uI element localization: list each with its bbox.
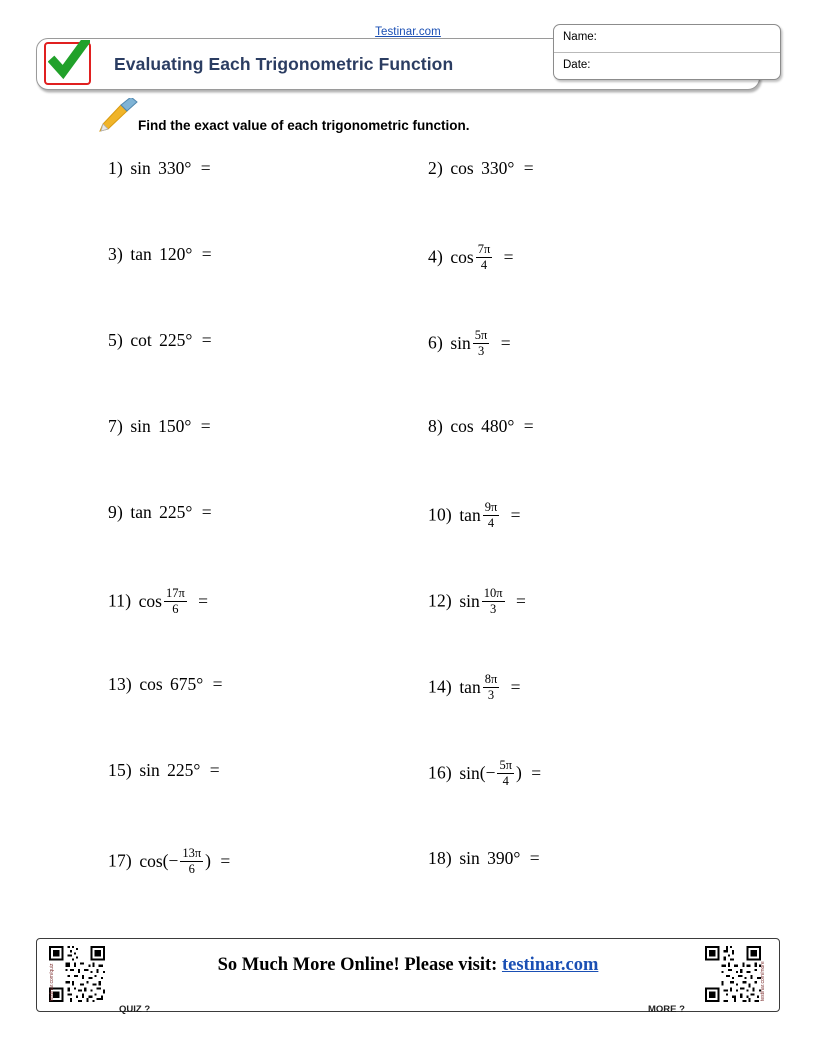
equals-sign: = — [193, 590, 209, 611]
equals-sign: = — [511, 590, 526, 611]
angle-value: 225° — [162, 760, 201, 780]
angle-value: 390° — [482, 848, 521, 868]
date-row[interactable] — [554, 53, 780, 81]
problem-item — [428, 330, 511, 359]
problem-number: 9) — [108, 502, 123, 522]
fraction-numerator: 17π — [164, 587, 187, 602]
problem-number: 3) — [108, 244, 123, 264]
equals-sign: = — [208, 674, 223, 694]
problem-number: 15) — [108, 760, 132, 780]
check-mark-icon — [48, 40, 90, 82]
problem-item — [108, 674, 223, 695]
problem-item — [108, 588, 208, 617]
equals-sign: = — [519, 158, 534, 178]
problem-number: 13) — [108, 674, 132, 694]
problem-number: 12) — [428, 590, 452, 611]
trig-function-name: sin — [454, 762, 480, 783]
paren-close: ) — [516, 762, 522, 783]
angle-value: 225° — [154, 330, 193, 350]
problem-number: 1) — [108, 158, 123, 178]
problem-item — [428, 848, 540, 869]
trig-function-name: cos — [445, 416, 474, 436]
qr-code-quiz-icon[interactable] — [47, 944, 107, 1004]
problem-item — [428, 502, 521, 531]
angle-fraction — [483, 501, 500, 530]
problem-number: 2) — [428, 158, 443, 178]
equals-sign: = — [197, 244, 212, 264]
problem-item — [108, 848, 230, 877]
equals-sign: = — [205, 760, 220, 780]
paren-open: (− — [479, 762, 496, 783]
more-label: MORE ? — [648, 1004, 685, 1015]
equals-sign: = — [197, 330, 212, 350]
problem-number: 6) — [428, 332, 443, 353]
problem-item — [108, 502, 212, 523]
footer-url[interactable]: testinar.com — [501, 955, 599, 975]
angle-value: 330° — [476, 158, 515, 178]
problem-item — [428, 674, 521, 703]
footer-message: So Much More Online! Please visit: — [217, 955, 498, 975]
trig-function-name: cos — [445, 246, 474, 267]
qr-code-more-icon[interactable] — [703, 944, 763, 1004]
trig-function-name: tan — [125, 502, 152, 522]
fraction-numerator: 7π — [476, 243, 493, 258]
trig-function-name: tan — [125, 244, 152, 264]
site-link[interactable]: Testinar.com — [375, 26, 441, 38]
problem-number: 11) — [108, 590, 132, 611]
fraction-numerator: 5π — [497, 759, 514, 774]
qr-left-side-text: testinar.com/quiz — [49, 963, 55, 1001]
trig-function-name: cos — [134, 590, 162, 611]
angle-fraction — [482, 587, 505, 616]
equals-sign: = — [196, 416, 211, 436]
date-label: Date: — [563, 59, 591, 71]
problem-number: 4) — [428, 246, 443, 267]
page-title: Evaluating Each Trigonometric Function — [114, 54, 454, 74]
problem-number: 14) — [428, 676, 452, 697]
problem-item — [108, 416, 211, 437]
problem-number: 16) — [428, 762, 452, 783]
angle-value: 120° — [154, 244, 193, 264]
problem-item — [428, 158, 534, 179]
trig-function-name: sin — [445, 332, 471, 353]
fraction-denominator: 3 — [487, 688, 495, 703]
qr-right-side-text: testinar.com/more — [760, 961, 766, 1001]
problem-item — [428, 416, 534, 437]
name-date-box — [553, 24, 781, 80]
angle-fraction — [483, 673, 500, 702]
trig-function-name: cot — [125, 330, 152, 350]
fraction-denominator: 3 — [490, 602, 497, 617]
angle-value: 150° — [153, 416, 192, 436]
problem-number: 7) — [108, 416, 123, 436]
problem-item — [108, 158, 211, 179]
instruction-text: Find the exact value of each trigonometric function. — [138, 118, 470, 133]
paren-close: ) — [205, 850, 211, 871]
problem-number: 5) — [108, 330, 123, 350]
problem-number: 17) — [108, 850, 132, 871]
equals-sign: = — [506, 676, 521, 697]
fraction-denominator: 6 — [188, 862, 195, 877]
red-checkbox-icon — [44, 42, 91, 85]
footer-message-line — [0, 955, 816, 976]
trig-function-name: tan — [454, 504, 481, 525]
equals-sign: = — [499, 246, 514, 267]
pencil-icon — [97, 98, 141, 132]
name-label: Name: — [563, 31, 597, 43]
problem-number: 10) — [428, 504, 452, 525]
problem-item — [108, 330, 212, 351]
equals-sign: = — [196, 158, 211, 178]
angle-fraction — [180, 847, 203, 876]
problem-item — [428, 244, 514, 273]
problem-item — [108, 244, 212, 265]
equals-sign: = — [525, 848, 540, 868]
angle-fraction — [476, 243, 493, 272]
trig-function-name: cos — [134, 850, 163, 871]
fraction-numerator: 9π — [483, 501, 500, 516]
angle-fraction — [473, 329, 490, 358]
angle-value: 480° — [476, 416, 515, 436]
problem-number: 8) — [428, 416, 443, 436]
name-row[interactable] — [554, 25, 780, 53]
fraction-denominator: 4 — [480, 258, 488, 273]
trig-function-name: cos — [445, 158, 474, 178]
trig-function-name: sin — [125, 158, 151, 178]
angle-value: 225° — [154, 502, 193, 522]
problem-item — [108, 760, 220, 781]
equals-sign: = — [519, 416, 534, 436]
paren-open: (− — [162, 850, 179, 871]
fraction-denominator: 4 — [487, 516, 495, 531]
fraction-numerator: 5π — [473, 329, 490, 344]
equals-sign: = — [197, 502, 212, 522]
trig-function-name: sin — [134, 760, 160, 780]
problem-item — [428, 588, 526, 617]
angle-value: 330° — [153, 158, 192, 178]
quiz-label: QUIZ ? — [119, 1004, 151, 1015]
trig-function-name: tan — [454, 676, 481, 697]
fraction-denominator: 6 — [172, 602, 179, 617]
fraction-numerator: 13π — [180, 847, 203, 862]
equals-sign: = — [496, 332, 511, 353]
angle-fraction — [497, 759, 514, 788]
fraction-numerator: 8π — [483, 673, 500, 688]
problem-item — [428, 760, 541, 789]
problem-number: 18) — [428, 848, 452, 868]
trig-function-name: sin — [454, 590, 480, 611]
trig-function-name: sin — [454, 848, 480, 868]
fraction-denominator: 4 — [502, 774, 509, 789]
trig-function-name: sin — [125, 416, 151, 436]
fraction-denominator: 3 — [477, 344, 485, 359]
equals-sign: = — [506, 504, 521, 525]
fraction-numerator: 10π — [482, 587, 505, 602]
trig-function-name: cos — [134, 674, 163, 694]
equals-sign: = — [215, 850, 231, 871]
equals-sign: = — [526, 762, 542, 783]
angle-value: 675° — [165, 674, 204, 694]
angle-fraction — [164, 587, 187, 616]
